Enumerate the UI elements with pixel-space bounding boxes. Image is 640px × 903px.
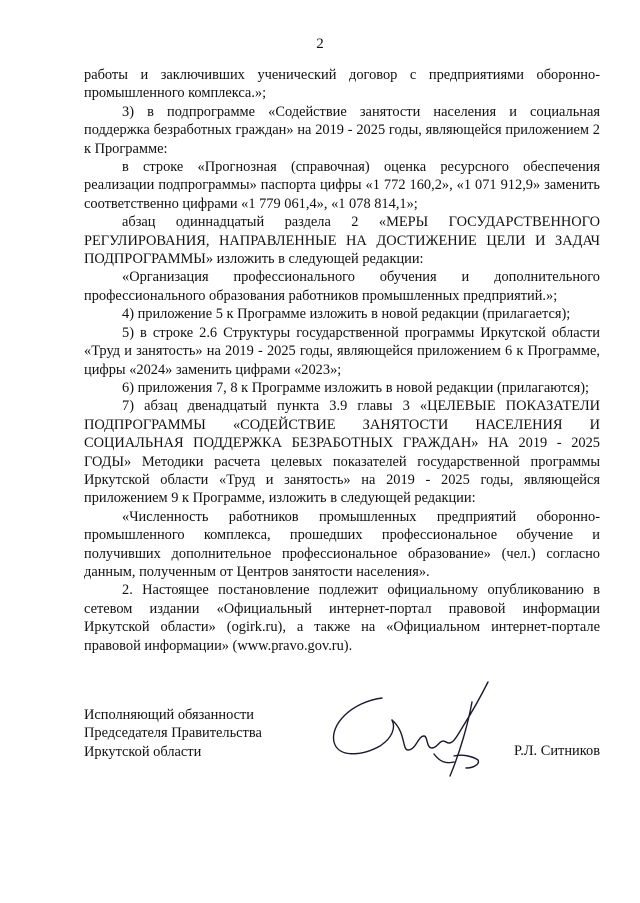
handwritten-signature (322, 672, 502, 782)
paragraph-quote-headcount: «Численность работников промышленных предприятий оборонно-промышленного комплекса, прошедших профессиональное обучение и получивших дополнительное профессиональное образование» (чел.) согласно данным, полученным от Центров занятости населения». (84, 508, 600, 580)
paragraph-publication: 2. Настоящее постановление подлежит официальному опубликованию в сетевом издании «Официальный интернет-портал правовой информации Иркутской области» (ogirk.ru), а также на «Официальном интернет-портале правовой информации» (www.pravo.gov.ru). (84, 582, 600, 654)
signatory-title-line-2: Председателя Правительства (84, 725, 262, 742)
paragraph-continuation: работы и заключивших ученический договор с предприятиями оборонно-промышленного комплекса.»; (84, 67, 600, 102)
page-number: 2 (316, 36, 324, 52)
signatory-title-line-3: Иркутской области (84, 743, 202, 760)
paragraph-item-3: 3) в подпрограмме «Содействие занятости населения и социальная поддержка безработных граждан» на 2019 - 2025 годы, являющейся приложением 2 к Программе: (84, 103, 600, 157)
document-body (84, 66, 600, 655)
paragraph-item-4: 4) приложение 5 к Программе изложить в новой редакции (прилагается); (122, 306, 571, 323)
signatory-title-line-1: Исполняющий обязанности (84, 707, 255, 723)
paragraph-section-2: абзац одиннадцатый раздела 2 «МЕРЫ ГОСУДАРСТВЕННОГО РЕГУЛИРОВАНИЯ, НАПРАВЛЕННЫЕ НА ДОСТИЖЕНИЕ ЦЕЛИ И ЗАДАЧ ПОДПРОГРАММЫ» изложить в следующей редакции: (84, 214, 600, 268)
paragraph-item-5: 5) в строке 2.6 Структуры государственной программы Иркутской области «Труд и занятость» на 2019 - 2025 годы, являющейся приложением 6 к Программе, цифры «2024» заменить цифрами «2023»; (84, 324, 600, 378)
paragraph-item-7: 7) абзац двенадцатый пункта 3.9 главы 3 «ЦЕЛЕВЫЕ ПОКАЗАТЕЛИ ПОДПРОГРАММЫ «СОДЕЙСТВИЕ ЗАНЯТОСТИ НАСЕЛЕНИЯ И СОЦИАЛЬНАЯ ПОДДЕРЖКА БЕЗРАБОТНЫХ ГРАЖДАН» НА 2019 - 2025 ГОДЫ» Методики расчета целевых показателей государственной программы Иркутской области «Труд и занятость» на 2019 - 2025 годы, являющейся приложением 9 к Программе, изложить в следующей редакции: (84, 398, 600, 507)
signatory-name: Р.Л. Ситников (514, 743, 600, 759)
paragraph-forecast-row: в строке «Прогнозная (справочная) оценка ресурсного обеспечения реализации подпрограммы» паспорта цифры «1 772 160,2», «1 071 912,9» заменить соответственно цифрами «1 779 061,4», «1 078 814,1»; (84, 159, 600, 212)
signatory-title (84, 706, 262, 761)
paragraph-item-6: 6) приложения 7, 8 к Программе изложить в новой редакции (прилагаются); (122, 379, 590, 396)
paragraph-quote-organization: «Организация профессионального обучения и дополнительного профессионального образования работников промышленных предприятий.»; (84, 269, 600, 304)
